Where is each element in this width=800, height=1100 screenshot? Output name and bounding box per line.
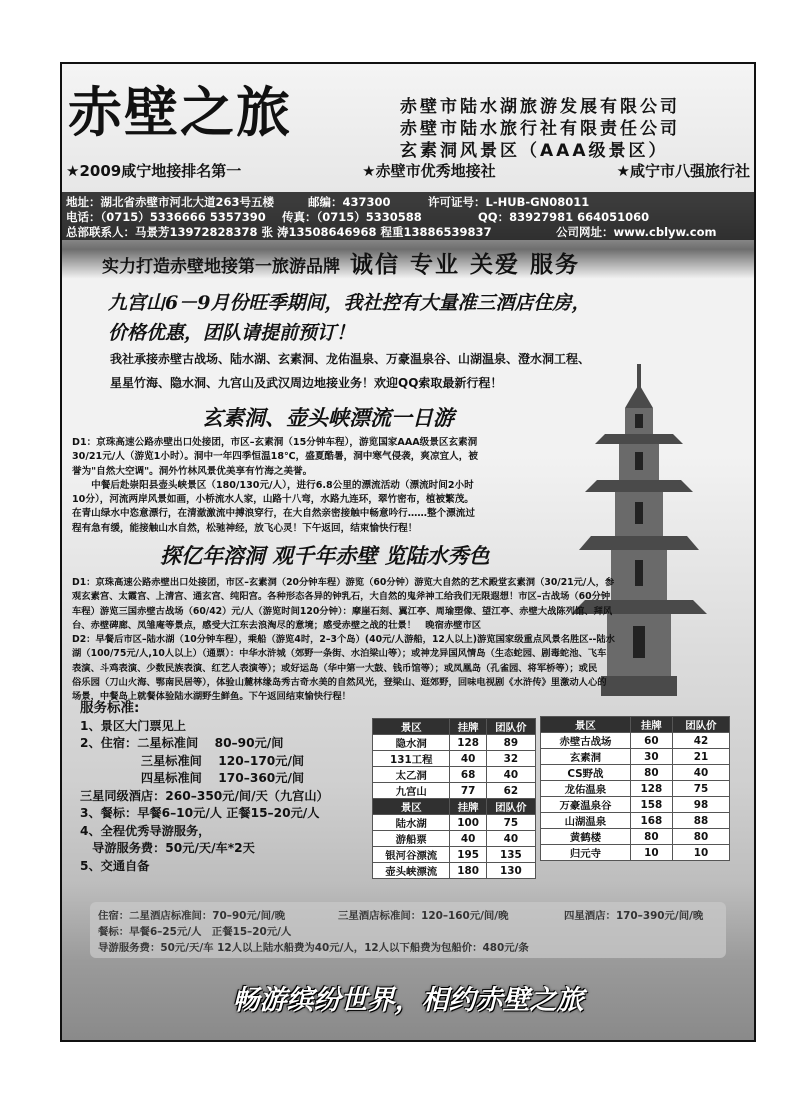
cell: 135 (486, 847, 535, 863)
table-row (541, 733, 730, 749)
table-row (373, 847, 536, 863)
table-row (541, 813, 730, 829)
price-notes (90, 902, 726, 958)
cell: CS野战 (541, 765, 631, 781)
col-header: 景区 (541, 717, 631, 733)
col-header: 团队价 (672, 717, 729, 733)
route1-line: 在青山绿水中恣意漂行，在清澈激流中搏浪穿行，在大自然亲密接触中畅意吟行……整个漂流过 (72, 508, 475, 520)
route1-line: D1：京珠高速公路赤壁出口处接团，市区–玄素洞（15分钟车程），游览国家AAA级景区玄素洞 (72, 437, 478, 448)
cell: 30 (630, 749, 672, 765)
cell: 168 (630, 813, 672, 829)
postcode: 邮编：437300 (308, 195, 391, 209)
route1-line: 30/21元/人（游览1小时）。洞中一年四季恒温18℃，盛夏酷暑，洞中寒气侵袭，爽凉宜人，被 (72, 451, 478, 463)
poster (60, 62, 756, 1042)
note-meals: 餐标：早餐6–25元/人 正餐15–20元/人 (98, 926, 292, 938)
col-header: 景区 (373, 799, 450, 815)
route2-line: 台、赤壁碑廊、凤雏庵等景点，感受大江东去浪淘尽的意境；感受赤壁之战的壮景！ 晚宿赤壁市区 (72, 619, 482, 631)
cell: 62 (486, 783, 535, 799)
cell: 88 (672, 813, 729, 829)
contact-persons: 总部联系人：马景芳13972828378 张 涛13508646968 程重13886539837 (66, 225, 492, 239)
service-item: 三星同级酒店：260–350元/间/天（九宫山） (80, 788, 329, 803)
address: 地址：湖北省赤壁市河北大道263号五楼 (66, 195, 275, 209)
route2-line: 车程）游览三国赤壁古战场（60/42）元/人（游览时间120分钟）：摩崖石刻、翼江亭、周瑜塑像、望江亭、赤壁大战陈列馆、拜风 (72, 605, 613, 617)
cell: 10 (672, 845, 729, 861)
cell: 太乙洞 (373, 767, 450, 783)
cell: 黄鹤楼 (541, 829, 631, 845)
cell: 195 (450, 847, 486, 863)
cell: 80 (630, 829, 672, 845)
note-guide-fee: 导游服务费：50元/天/车 12人以上陆水船费为40元/人，12人以下船费为包船价：480元/条 (98, 942, 529, 954)
table-row (541, 749, 730, 765)
col-header: 挂牌 (450, 719, 486, 735)
honor-1: ★2009咸宁地接排名第一 (66, 162, 242, 180)
services-line-2: 星星竹海、隐水洞、九宫山及武汉周边地接业务！欢迎QQ索取最新行程！ (110, 376, 503, 390)
service-item: 导游服务费：50元/天/车*2天 (80, 841, 255, 855)
route2-line: 俗乐园（刀山火海、鄂南民居等），体验山麓林缘岛秀古奇水美的自然风光，登梁山、逛郊野，回味电视剧《水浒传》里激动人心的 (72, 677, 607, 689)
brand-headline (102, 246, 580, 279)
table-row (373, 751, 536, 767)
table-header-row (541, 717, 730, 733)
cell: 128 (450, 735, 486, 751)
col-header: 团队价 (486, 799, 535, 815)
cell: 隐水洞 (373, 735, 450, 751)
service-item: 三星标准间 120–170元/间 (80, 753, 305, 768)
promo-line-2: 价格优惠，团队请提前预订！ (108, 322, 356, 344)
route2-line: D1：京珠高速公路赤壁出口处接团，市区–玄素洞（20分钟车程）游览（60分钟）游览大自然的艺术殿堂玄素洞（30/21元/人，参 (72, 577, 615, 588)
cell: 九宫山 (373, 783, 450, 799)
cell: 131工程 (373, 751, 450, 767)
col-header: 挂牌 (450, 799, 486, 815)
route1-line: 10分），河流两岸风景如画，小桥流水人家，山路十八弯，水路九连环，翠竹密布，植被繁茂。 (72, 494, 474, 506)
cell: 40 (486, 831, 535, 847)
cell: 壶头峡漂流 (373, 863, 450, 879)
route1-line: 誉为"自然大空调"。洞外竹林风景优美享有竹海之美誉。 (72, 465, 313, 477)
note-three-star: 三星酒店标准间：120–160元/间/晚 (338, 910, 509, 922)
company-name-2: 赤壁市陆水旅行社有限责任公司 (400, 119, 680, 139)
services-line-1: 我社承接赤壁古战场、陆水湖、玄素洞、龙佑温泉、万豪温泉谷、山湖温泉、澄水洞工程、 (110, 352, 591, 366)
table-row (541, 829, 730, 845)
table-row (373, 815, 536, 831)
service-item: 四星标准间 170–360元/间 (80, 771, 305, 785)
license: 许可证号：L-HUB-GN08011 (428, 195, 590, 209)
website: 公司网址：www.cblyw.com (556, 225, 717, 239)
table-row (373, 783, 536, 799)
poster-title: 赤壁之旅 (68, 80, 292, 144)
company-name-1: 赤壁市陆水湖旅游发展有限公司 (400, 97, 680, 117)
service-item: 3、餐标：早餐6–10元/人 正餐15–20元/人 (80, 806, 320, 820)
table-header-row (373, 719, 536, 735)
honor-3: ★咸宁市八强旅行社 (616, 162, 750, 180)
table-row (541, 797, 730, 813)
route2-title: 探亿年溶洞 观千年赤壁 览陆水秀色 (160, 543, 490, 568)
route1-line: 程有急有缓，能接触山水自然，松驰神经，放飞心灵！下午返回，结束愉快行程！ (72, 522, 418, 534)
table-row (541, 781, 730, 797)
cell: 赤壁古战场 (541, 733, 631, 749)
route1-title: 玄素洞、壶头峡漂流一日游 (202, 405, 454, 430)
cell: 80 (672, 829, 729, 845)
cell: 40 (672, 765, 729, 781)
cell: 银河谷漂流 (373, 847, 450, 863)
route2-line: 观玄素宫、太霞宫、上清宫、通玄宫、纯阳宫。各种形态各异的钟乳石，大自然的鬼斧神工给我们无限遐想！市区–古战场（60分钟 (72, 591, 611, 603)
cell: 龙佑温泉 (541, 781, 631, 797)
route2-line: 场景，中餐岛上就餐体验陆水湖野生鲜鱼。下午返回结束愉快行程！ (72, 691, 351, 703)
cell: 万豪温泉谷 (541, 797, 631, 813)
cell: 100 (450, 815, 486, 831)
route1-line: 中餐后赴崇阳县壶头峡景区（180/130元/人），进行6.8公里的漂流活动（漂流时间2小时 (72, 479, 474, 491)
table-header-row (373, 799, 536, 815)
cell: 158 (630, 797, 672, 813)
fax: 传真：（0715）5330588 (282, 210, 422, 224)
table-row (541, 845, 730, 861)
route2-line: D2：早餐后市区–陆水湖（10分钟车程），乘船（游览4时，2–3个岛）(40元/人游船，12人以上)游览国家级重点风景名胜区--陆水 (72, 634, 615, 646)
price-table-left (372, 718, 536, 879)
cell: 180 (450, 863, 486, 879)
promo-line-1: 九宫山6－9月份旺季期间，我社控有大量准三酒店住房， (108, 292, 591, 314)
brand-values: 诚信 专业 关爱 服务 (350, 251, 581, 278)
cell: 40 (450, 831, 486, 847)
route2-line: 表演、斗鸡表演、少数民族表演、红艺人表演等）；或好运岛（华中第一大鼓、钱币馆等）；或凤凰岛（孔雀园、将军桥等）；或民 (72, 662, 598, 674)
company-name-3: 玄素洞风景区（AAA级景区） (400, 141, 669, 161)
cell: 游船票 (373, 831, 450, 847)
contact-bar (62, 192, 754, 240)
cell: 60 (630, 733, 672, 749)
footer-slogan: 畅游缤纷世界，相约赤壁之旅 (232, 985, 584, 1016)
brand-text: 实力打造赤壁地接第一旅游品牌 (102, 257, 340, 277)
cell: 40 (486, 767, 535, 783)
cell: 32 (486, 751, 535, 767)
note-two-star: 住宿：二星酒店标准间：70–90元/间/晚 (98, 910, 286, 922)
cell: 98 (672, 797, 729, 813)
col-header: 景区 (373, 719, 450, 735)
table-row (373, 831, 536, 847)
route1-text (72, 436, 478, 536)
cell: 80 (630, 765, 672, 781)
cell: 75 (672, 781, 729, 797)
cell: 128 (630, 781, 672, 797)
service-item: 1、景区大门票见上 (80, 718, 186, 733)
cell: 21 (672, 749, 729, 765)
table-row (373, 767, 536, 783)
route2-line: 湖（100/75元/人,10人以上）（通票）：中华水浒城（郊野一条街、水泊梁山等）；或神龙异国风情岛（生态蛇园、剧毒蛇池、飞车 (72, 648, 607, 660)
cell: 玄素洞 (541, 749, 631, 765)
note-four-star: 四星酒店：170–390元/间/晚 (564, 910, 704, 922)
table-row (541, 765, 730, 781)
phone: 电话：（0715）5336666 5357390 (66, 210, 266, 224)
cell: 75 (486, 815, 535, 831)
table-row (373, 863, 536, 879)
cell: 归元寺 (541, 845, 631, 861)
service-item: 4、全程优秀导游服务， (80, 823, 211, 838)
cell: 陆水湖 (373, 815, 450, 831)
cell: 89 (486, 735, 535, 751)
qq: QQ：83927981 664051060 (478, 210, 650, 224)
cell: 山湖温泉 (541, 813, 631, 829)
route2-text (72, 576, 615, 705)
cell: 42 (672, 733, 729, 749)
service-item: 5、交通自备 (80, 858, 150, 873)
service-standards (80, 700, 329, 875)
cell: 10 (630, 845, 672, 861)
cell: 40 (450, 751, 486, 767)
cell: 77 (450, 783, 486, 799)
honor-slogans (66, 160, 750, 181)
col-header: 挂牌 (630, 717, 672, 733)
col-header: 团队价 (486, 719, 535, 735)
service-item: 2、住宿：二星标准间 80–90元/间 (80, 736, 284, 750)
price-table-right (540, 716, 730, 861)
cell: 130 (486, 863, 535, 879)
table-row (373, 735, 536, 751)
cell: 68 (450, 767, 486, 783)
service-standards-title: 服务标准: (80, 700, 140, 716)
honor-2: ★赤壁市优秀地接社 (362, 162, 496, 180)
